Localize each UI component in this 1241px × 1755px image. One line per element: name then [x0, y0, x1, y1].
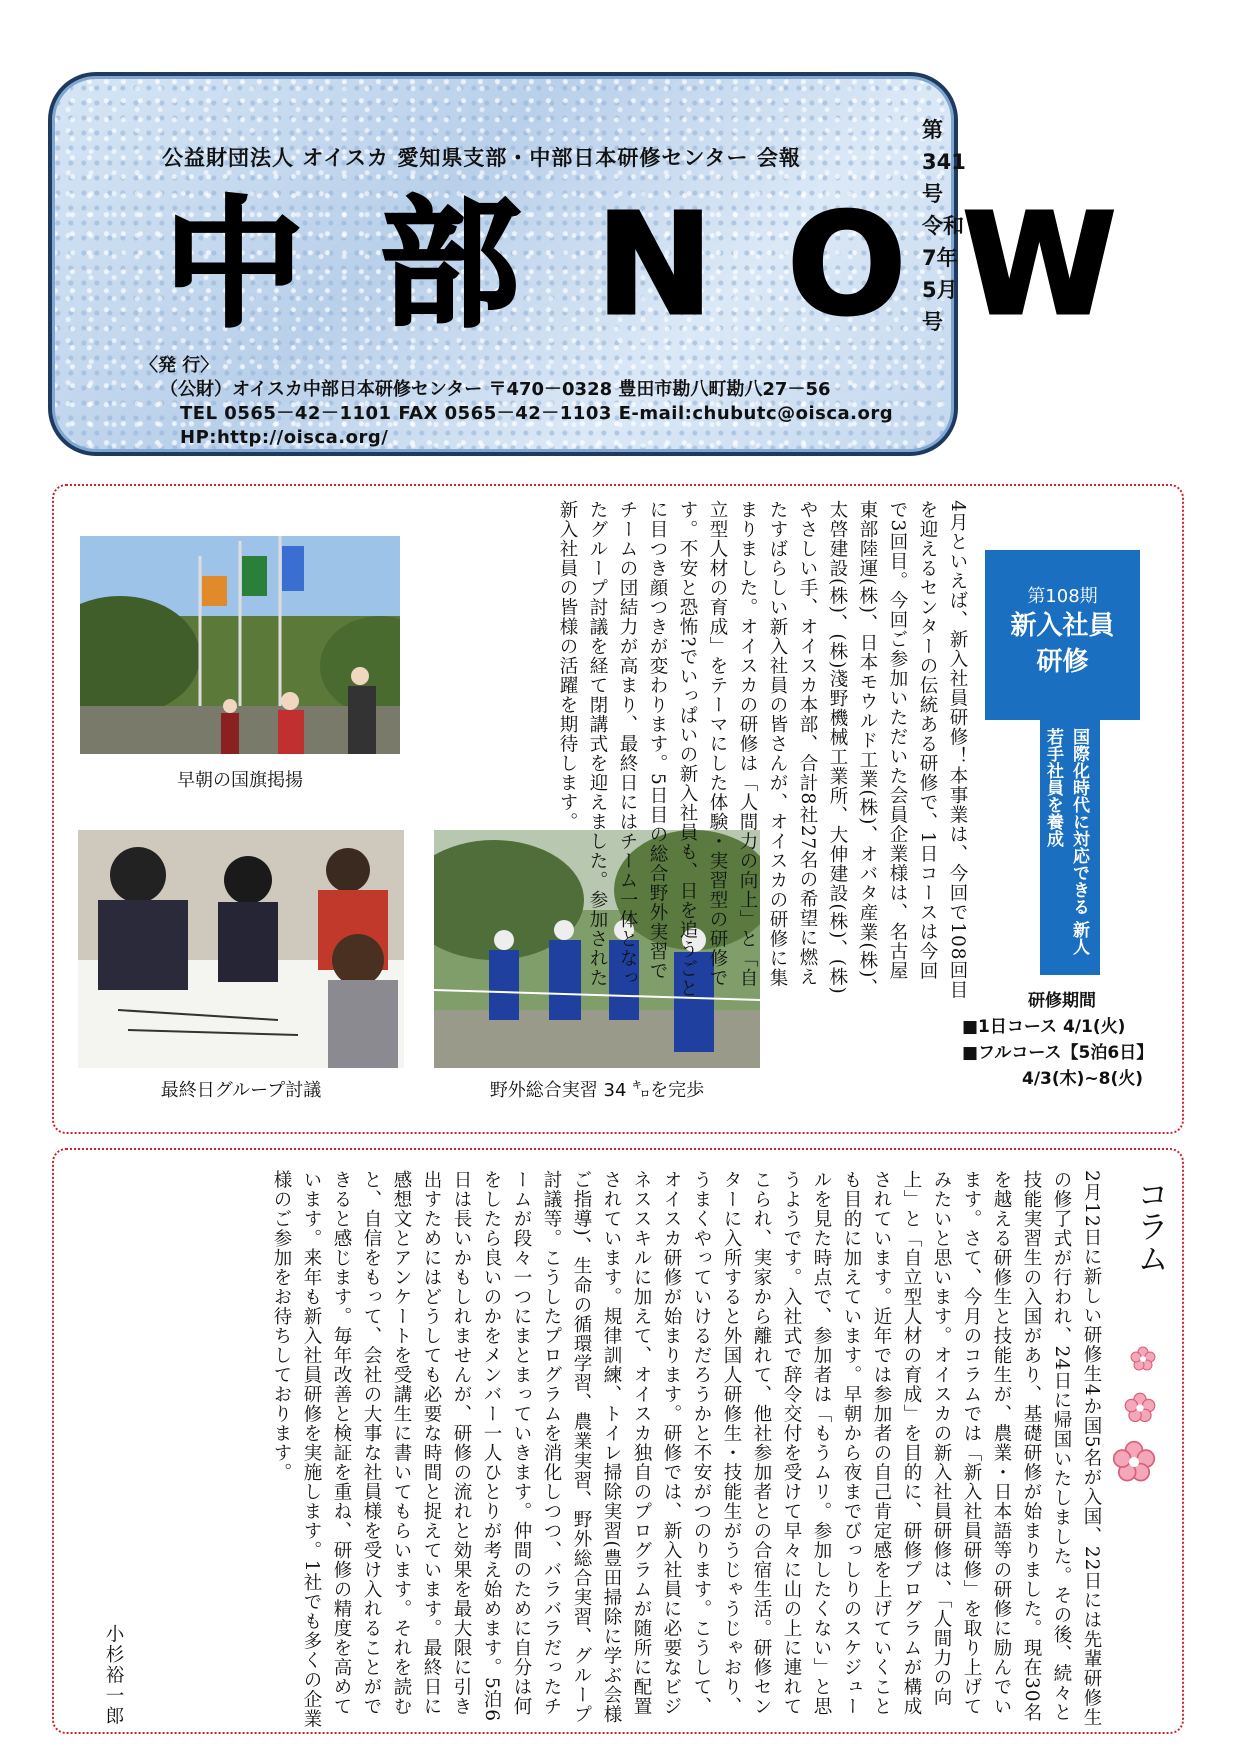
masthead-banner — [48, 72, 1123, 456]
badge-title-1: 新入社員 — [1010, 611, 1115, 641]
article-body: 4月といえば、新入社員研修！本事業は、今回で108回目を迎えるセンターの伝統ある研修で、1日コースは今回で3回目。今回ご参加いただいた会員企業様は、名古屋東部陸運(株)、日本モウルド工業(株)、オバタ産業(株)、太啓建設(株)、(株)淺野機械工業所、大伸建設(株)、(株)やさしい手、オイスカ本部、合計8社27名の希望に燃えたすばらしい新入社員の皆さんが、オイスカの研修に集まりました。オイスカの研修は「人間力の向上」と「自立型人材の育成」をテーマにした体験・実習型の研修です。不安と恐怖?でいっぱいの新入社員も、日を追うごとに目つき顔つきが変わります。5日目の総合野外実習でチームの団結力が高まり、最終日にはチーム一体となったグループ討議を経て閉講式を迎えました。参加された新入社員の皆様の活躍を期待します。 — [557, 500, 968, 1000]
column-author: 小杉裕一郎 — [103, 1624, 124, 1727]
issue-date: 令和7年5月号 — [922, 214, 964, 334]
column-body: 2月12日に新しい研修生4か国5名が入国、22日には先輩研修生の修了式が行われ、24日に帰国いたしました。その後、続々と技能実習生の入国があり、基礎研修が始まりました。現在30名を越える研修生と技能生が、農業・日本語等の研修に励んでいます。さて、今月のコラムでは「新入社員研修」を取り上げてみたいと思います。オイスカの新入社員研修は、「人間力の向上」と「自立型人材の育成」を目的に、研修プログラムが構成されています。近年では参加者の自己肯定感を上げていくことも目的に加えています。早朝から夜までびっしりのスケジュールを見た時点で、参加者は「もうムリ。参加したくない」と思うようです。入社式で辞令交付を受けて早々に山の上に連れてこられ、実家から離れて、他社参加者との合宿生活。研修センターに入所すると外国人研修生・技能生がうじゃうじゃおり、うまくやっていけるだろうかと不安がつのります。こうして、オイスカ研修が始まります。研修では、新入社員に必要なビジネススキルに加えて、オイスカ独自のプログラムが随所に配置されています。規律訓練、トイレ掃除実習(豊田掃除に学ぶ会様ご指導)、生命の循環学習、農業実習、野外総合実習、グループ討議等。こうしたプログラムを消化しつつ、バラバラだったチームが段々一つにまとまっていきます。仲間のために自分は何をしたら良いのかをメンバー一人ひとりが考え始めます。5泊6日は長いかもしれませんが、研修の流れと効果を最大限に引き出すためにはどうしても必要な時間と捉えています。最終日に感想文とアンケートを受講生に書いてもらいます。それを読むと、自信をもって、会社の大事な社員様を受け入れることができると感じます。毎年改善と検証を重ね、研修の精度を高めています。来年も新入社員研修を実施します。1社でも多くの企業様のご参加をお待ちしております。 — [271, 1170, 1102, 1729]
flower-icon — [1124, 1392, 1156, 1428]
period-full-dates: 4/3(木)~8(火) — [1022, 1069, 1144, 1089]
period-day-course: ■1日コース 4/1(火) — [962, 1017, 1126, 1037]
flower-icon — [1130, 1346, 1156, 1376]
article-badge — [985, 550, 1140, 720]
issue-number: 第341号 — [922, 118, 966, 206]
title-char: N — [596, 184, 720, 347]
title-char: 中 — [164, 184, 311, 347]
flower-icon — [1112, 1440, 1156, 1488]
newsletter-title — [164, 186, 1123, 346]
publisher-block — [140, 354, 954, 450]
organization-name: 公益財団法人 オイスカ 愛知県支部・中部日本研修センター 会報 — [162, 146, 801, 170]
column-title: コラム — [1132, 1178, 1170, 1274]
training-period — [962, 988, 1153, 1092]
period-full-course: ■フルコース【5泊6日】 — [962, 1043, 1154, 1063]
photo-group-discussion — [78, 830, 404, 1068]
publisher-label: 〈発 行〉 — [140, 355, 219, 376]
period-title: 研修期間 — [1028, 991, 1096, 1011]
photo-caption: 野外総合実習 34 ㌔を完歩 — [489, 1080, 705, 1101]
publisher-contact: TEL 0565－42－1101 FAX 0565－42－1103 E-mail:chubutc@oisca.org HP:http://oisca.org/ — [180, 403, 894, 448]
title-char: 部 — [380, 184, 527, 347]
photo-caption: 早朝の国旗掲揚 — [177, 770, 303, 791]
publisher-address: （公財）オイスカ中部日本研修センター 〒470－0328 豊田市勘八町勘八27－56 — [160, 379, 831, 400]
title-char: O — [787, 184, 913, 347]
badge-title-2: 研修 — [1036, 647, 1089, 677]
photo-caption: 最終日グループ討議 — [160, 1080, 322, 1101]
title-char: W — [962, 184, 1123, 347]
article-tagline: 国際化時代に対応できる 新人 若手社員を養成 — [1040, 720, 1100, 975]
badge-term: 第108期 — [1027, 586, 1098, 607]
photo-flag-raising — [80, 536, 400, 754]
